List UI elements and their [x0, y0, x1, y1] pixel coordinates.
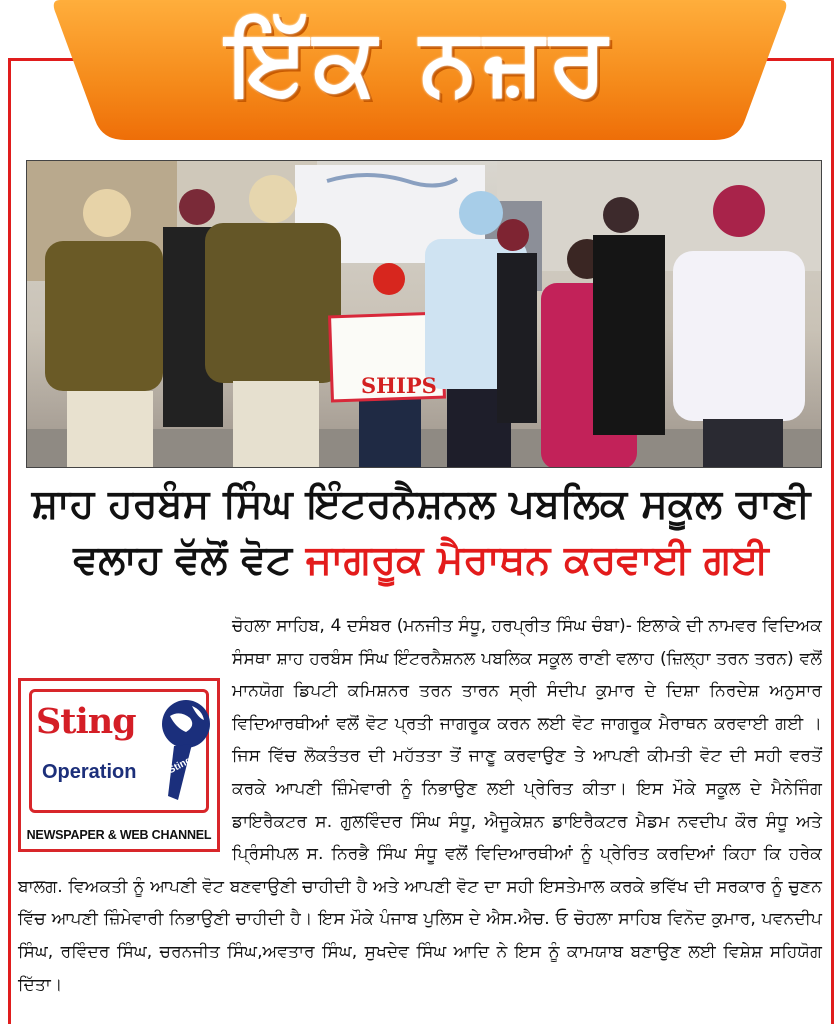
photo-banner-text: SHIPS — [361, 373, 437, 398]
logo-globe-text: Sting — [166, 754, 194, 777]
logo-subtitle: NEWSPAPER & WEB CHANNEL — [26, 828, 212, 842]
banner-title: ਇੱਕ ਨਜ਼ਰ — [227, 8, 613, 115]
sting-operation-logo — [18, 678, 220, 852]
headline-red: ਜਾਗਰੂਕ ਮੈਰਾਥਨ ਕਰਵਾਈ ਗਈ — [305, 537, 769, 583]
article-body-container — [18, 610, 822, 1001]
logo-inner-border — [29, 689, 209, 813]
photo-illustration — [27, 161, 822, 468]
logo-sting-text: Sting — [36, 701, 136, 742]
news-photo — [26, 160, 822, 468]
headline-black: ਸ਼ਾਹ ਹਰਬੰਸ ਸਿੰਘ ਇੰਟਰਨੈਸ਼ਨਲ ਪਬਲਿਕ ਸਕੂਲ ਰਾਣੀ ਵਲਾਹ ਵੱਲੋਂ ਵੋਟ — [31, 481, 811, 583]
section-banner — [0, 0, 840, 150]
article-text: ਚੋਹਲਾ ਸਾਹਿਬ, 4 ਦਸੰਬਰ (ਮਨਜੀਤ ਸੰਧੂ, ਹਰਪ੍ਰੀਤ ਸਿੰਘ ਚੰਬਾ)- ਇਲਾਕੇ ਦੀ ਨਾਮਵਰ ਵਿਦਿਅਕ ਸੰਸਥਾ ਸ਼ਾਹ ਹਰਬੰਸ ਸਿੰਘ ਇੰਟਰਨੈਸ਼ਨਲ ਪਬਲਿਕ ਸਕੂਲ ਰਾਣੀ ਵਲਾਹ (ਜ਼ਿਲ੍ਹਾ ਤਰਨ ਤਰਨ) ਵਲੋਂ ਮਾਨਯੋਗ ਡਿਪਟੀ ਕਮਿਸ਼ਨਰ ਤਰਨ ਤਾਰਨ ਸ੍ਰੀ ਸੰਦੀਪ ਕੁਮਾਰ ਦੇ ਦਿਸ਼ਾ ਨਿਰਦੇਸ਼ ਅਨੁਸਾਰ ਵਿਦਿਆਰਥੀਆਂ ਵਲੋਂ ਵੋਟ ਪ੍ਰਤੀ ਜਾਗਰੂਕ ਕਰਨ ਲਈ ਵੋਟ ਜਾਗਰੂਕ ਮੈਰਾਥਨ ਕਰਵਾਈ ਗਈ । ਜਿਸ ਵਿੱਚ ਲੋਕਤੰਤਰ ਦੀ ਮਹੱਤਤਾ ਤੋਂ ਜਾਣੂ ਕਰਵਾਉਣ ਤੇ ਆਪਣੀ ਕੀਮਤੀ ਵੋਟ ਦੀ ਸਹੀ ਵਰਤੋਂ ਕਰਕੇ ਆਪਣੀ ਜ਼ਿੰਮੇਵਾਰੀ ਨੂੰ ਨਿਭਾਉਣ ਲਈ ਪ੍ਰੇਰਿਤ ਕੀਤਾ। ਇਸ ਮੌਕੇ ਸਕੂਲ ਦੇ ਮੈਨੇਜਿੰਗ ਡਾਇਰੈਕਟਰ ਸ. ਗੁਲਵਿੰਦਰ ਸਿੰਘ ਸੰਧੂ, ਐਜੂਕੇਸ਼ਨ ਡਾਇਰੈਕਟਰ ਮੈਡਮ ਨਵਦੀਪ ਕੌਰ ਸੰਧੂ ਅਤੇ ਪ੍ਰਿੰਸੀਪਲ ਸ. ਨਿਰਭੈ ਸਿੰਘ ਸੰਧੂ ਵਲੋਂ ਵਿਦਿਆਰਥੀਆਂ ਨੂੰ ਪ੍ਰੇਰਿਤ ਕਰਦਿਆਂ ਕਿਹਾ ਕਿ ਹਰੇਕ ਬਾਲਗ. ਵਿਅਕਤੀ ਨੂੰ ਆਪਣੀ ਵੋਟ ਬਣਵਾਉਣੀ ਚਾਹੀਦੀ ਹੈ ਅਤੇ ਆਪਣੀ ਵੋਟ ਦਾ ਸਹੀ ਇਸਤੇਮਾਲ ਕਰਕੇ ਭਵਿੱਖ ਦੀ ਸਰਕਾਰ ਨੂੰ ਚੁਣਨ ਵਿੱਚ ਆਪਣੀ ਜ਼ਿੰਮੇਵਾਰੀ ਨਿਭਾਉਣੀ ਚਾਹੀਦੀ ਹੈ। ਇਸ ਮੌਕੇ ਪੰਜਾਬ ਪੁਲਿਸ ਦੇ ਐਸ.ਐਚ. ਓ ਚੋਹਲਾ ਸਾਹਿਬ ਵਿਨੋਦ ਕੁਮਾਰ, ਪਵਨਦੀਪ ਸਿੰਘ, ਰਵਿੰਦਰ ਸਿੰਘ, ਚਰਨਜੀਤ ਸਿੰਘ,ਅਵਤਾਰ ਸਿੰਘ, ਸੁਖਦੇਵ ਸਿੰਘ ਆਦਿ ਨੇ ਇਸ ਨੂੰ ਕਾਮਯਾਬ ਬਣਾਉਣ ਲਈ ਵਿਸ਼ੇਸ਼ ਸਹਿਯੋਗ ਦਿੱਤਾ। — [18, 616, 822, 995]
logo-operation-text: Operation — [42, 761, 137, 783]
article-headline — [18, 476, 824, 588]
